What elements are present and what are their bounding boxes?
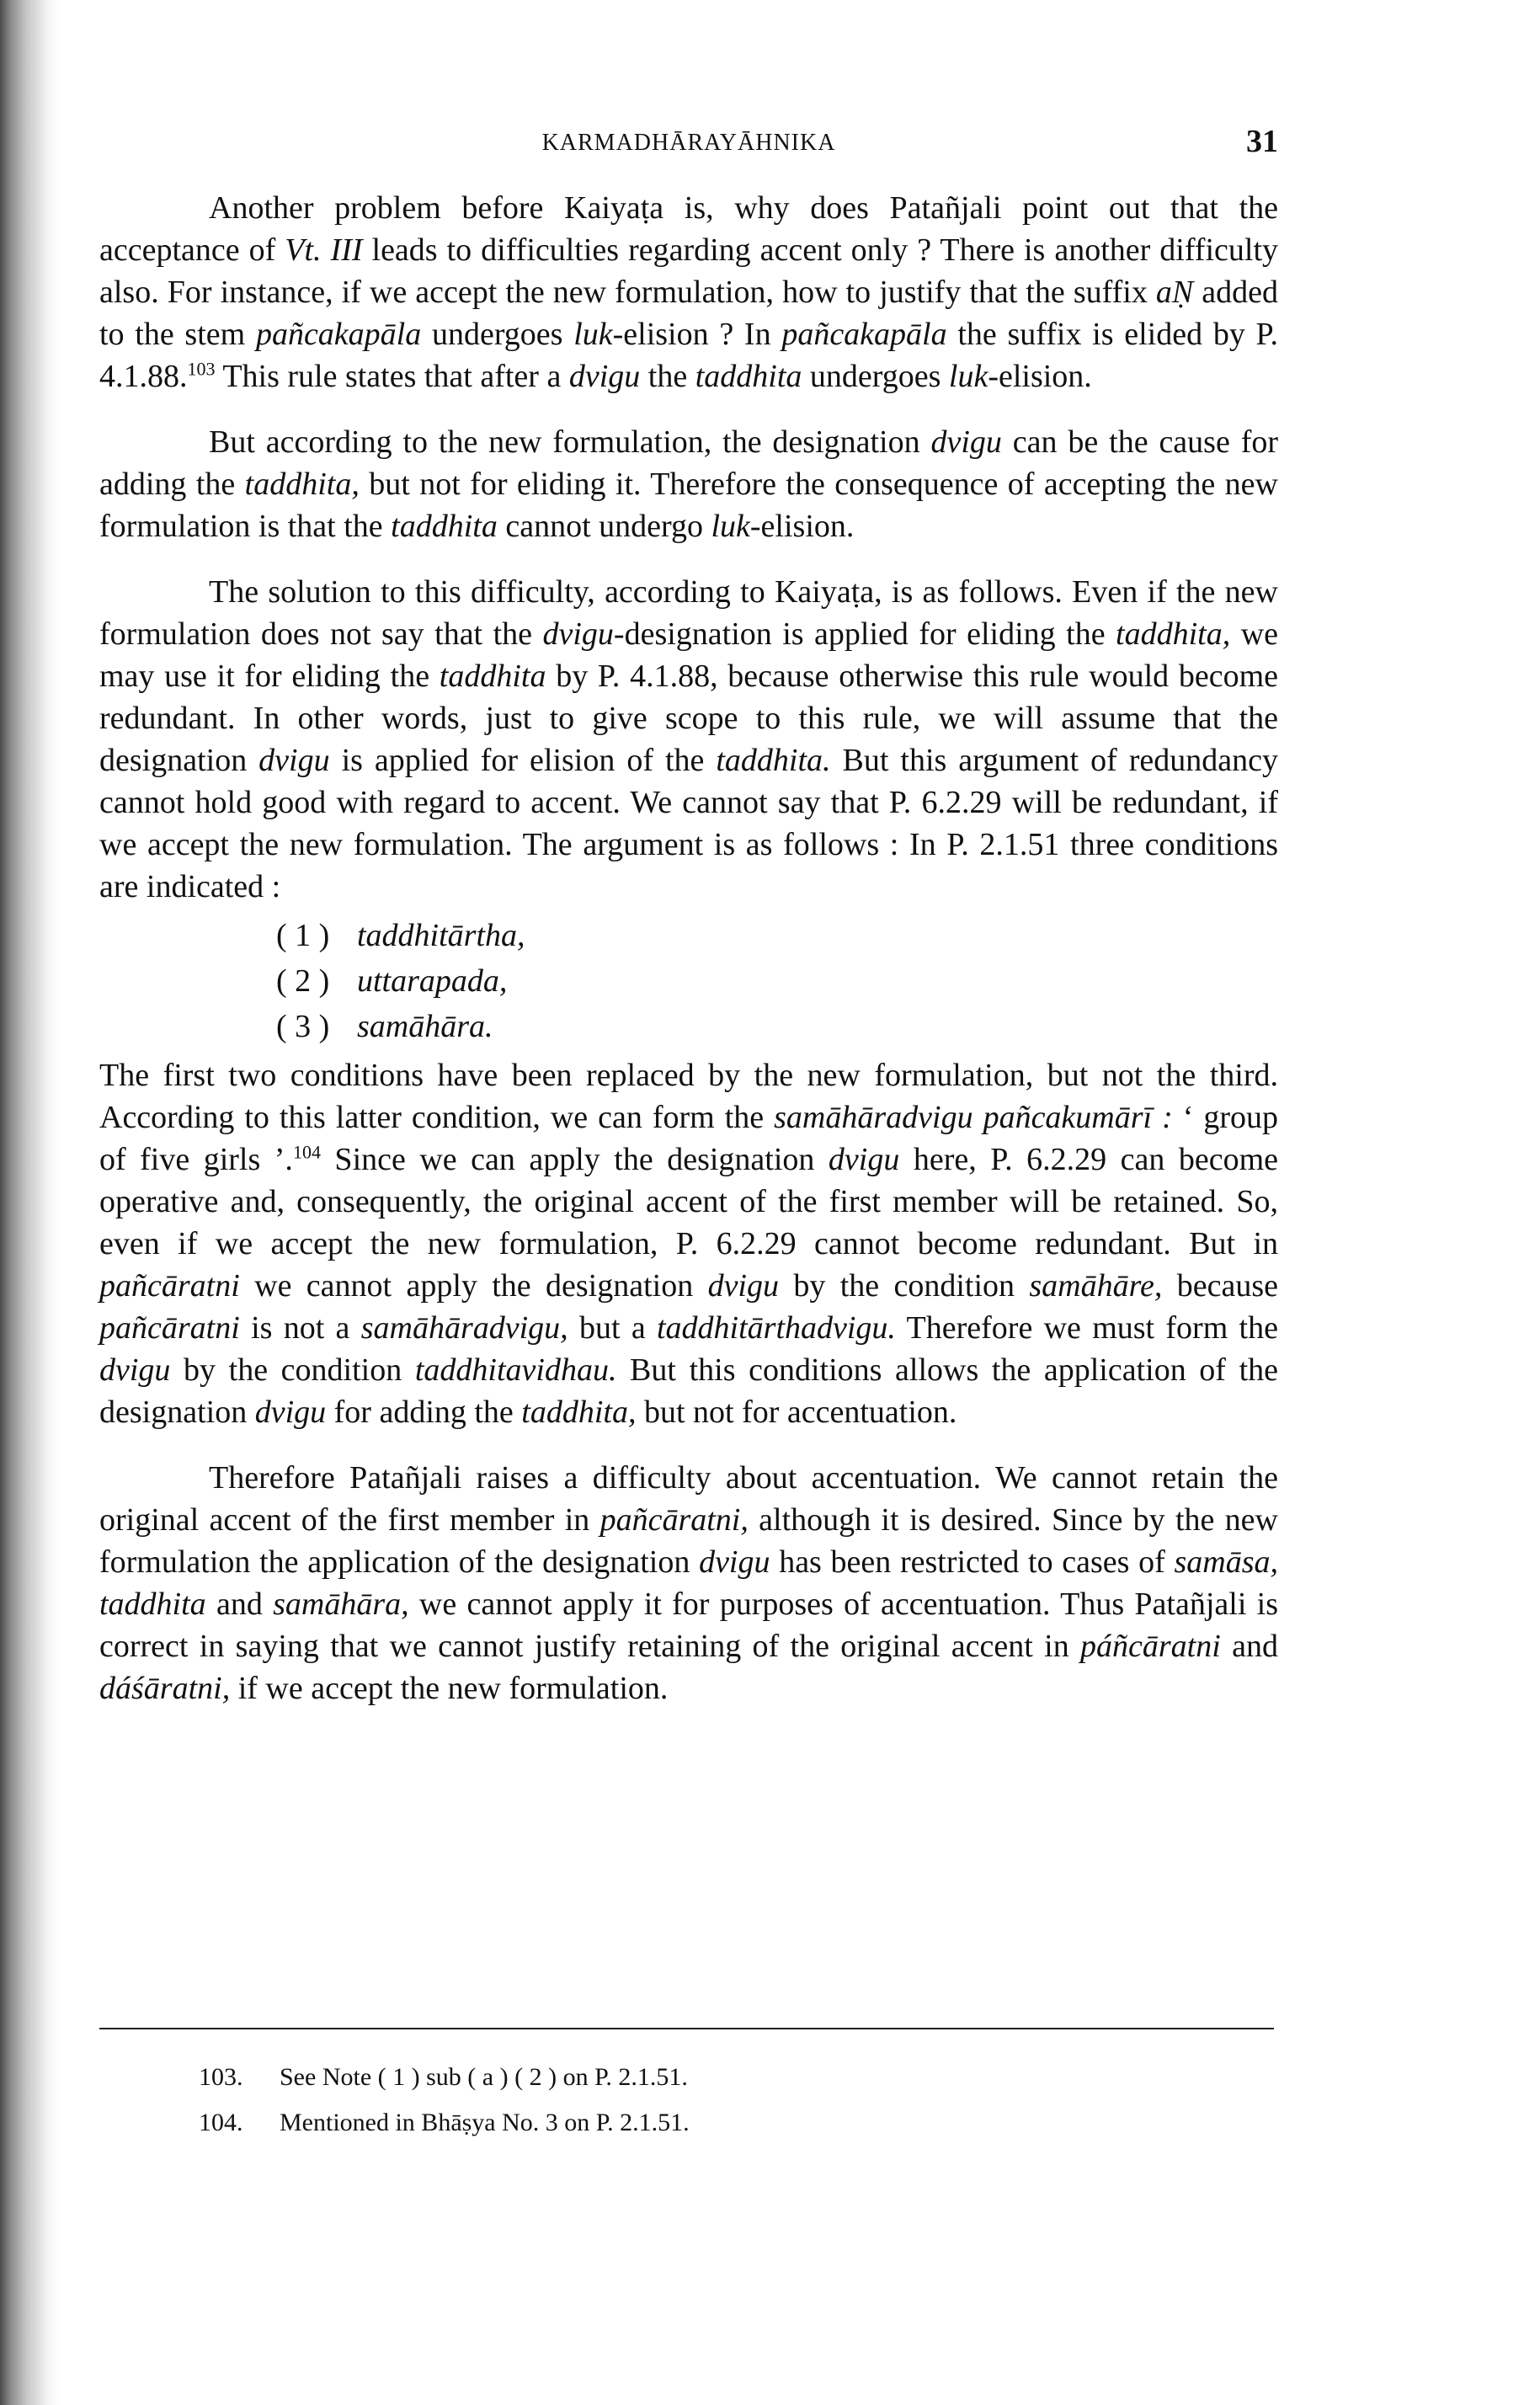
text-run: -designation is applied for eliding the: [613, 616, 1116, 652]
term: pañcakapāla: [781, 317, 947, 352]
text-run: can be the cause for adding the: [99, 424, 1279, 502]
term: dvigu: [258, 743, 330, 778]
text-run: leads to difficulties regarding accent only ? There is another difficulty also. For instance, if we accept the new formulation, how to justify that the suffix: [99, 232, 1278, 310]
text-run: Another problem before Kaiyaṭa is, why does Patañjali point out that the acceptance of: [99, 190, 1278, 268]
text-run: added to the stem: [99, 275, 1278, 352]
text-run: cannot undergo: [497, 509, 711, 544]
text-run: the: [640, 359, 695, 394]
term-suffix: aṆ: [1155, 275, 1194, 310]
term: taddhitavidhau.: [414, 1352, 617, 1388]
condition-item: [276, 1004, 1278, 1049]
footnote-number: 103.: [199, 2063, 243, 2091]
term: taddhita: [391, 509, 498, 544]
text-run: by P. 4.1.88, because otherwise this rule would become redundant. In other words, just to give scope to this rule, we will assume that the designation: [99, 659, 1279, 778]
term: taddhita: [439, 659, 546, 694]
term: luk: [948, 359, 988, 394]
term: samāhāre,: [1029, 1268, 1163, 1304]
condition-term: samāhāra.: [357, 1009, 493, 1044]
text-run: Therefore Patañjali raises a difficulty about accentuation. We cannot retain the original accent of the first member in: [99, 1460, 1278, 1538]
term: pañcāratni: [99, 1268, 240, 1304]
term: dvigu: [254, 1394, 327, 1430]
text-run: -elision.: [988, 359, 1092, 394]
book-spine-shadow: [0, 0, 59, 2405]
text-run: although it is desired. Since by the new formulation the application of the designation: [99, 1502, 1278, 1580]
term: pañcāratni: [99, 1310, 240, 1346]
text-run: ‘ group of five girls ’.: [99, 1100, 1279, 1177]
term: dvigu: [568, 359, 641, 394]
text-run: But this argument of redundancy cannot hold good with regard to accent. We cannot say that P. 6.2.29 will be redundant, if we accept the new formulation. The argument is as follows : In P. 2.1.51 three conditions are indicated :: [99, 743, 1278, 904]
conditions-list: [276, 913, 1278, 1049]
text-run: and: [1220, 1629, 1279, 1664]
text-run: and: [205, 1586, 274, 1622]
text-run: The solution to this difficulty, according to Kaiyaṭa, is as follows. Even if the new formulation does not say that the: [99, 574, 1278, 652]
term: luk: [711, 509, 750, 544]
paragraph-5: [99, 1457, 1278, 1709]
footnote-103: [199, 2055, 690, 2100]
text-run: the suffix is elided by P. 4.1.88.: [99, 317, 1278, 394]
text-run: This rule states that after a: [215, 359, 569, 394]
term: taddhita: [695, 359, 802, 394]
term: dvigu: [707, 1268, 779, 1304]
text-run: by the condition: [779, 1268, 1030, 1304]
term: dvigu: [699, 1544, 770, 1580]
condition-number: ( 2 ): [276, 963, 330, 999]
condition-term: taddhitārtha,: [357, 918, 525, 953]
footnote-number: 104.: [199, 2109, 243, 2136]
term: taddhita,: [1116, 616, 1231, 652]
term-vt-iii: Vt. III: [285, 232, 363, 268]
text-run: But according to the new formulation, the designation: [209, 424, 931, 460]
text-run: is applied for elision of the: [329, 743, 717, 778]
paragraph-4: [99, 1054, 1278, 1433]
paragraph-3: [99, 571, 1278, 908]
text-run: -elision.: [749, 509, 855, 544]
footnote-ref-103: 103: [187, 358, 216, 380]
page: [99, 118, 1278, 1709]
term: taddhita,: [244, 467, 360, 502]
term: taddhita.: [716, 743, 831, 778]
text-run: if we accept the new formulation.: [230, 1671, 669, 1706]
term: dvigu: [542, 616, 614, 652]
term: dvigu: [930, 424, 1002, 460]
page-number: 31: [1246, 124, 1278, 159]
running-title: KARMADHĀRAYĀHNIKA: [541, 130, 836, 156]
condition-term: uttarapada,: [357, 963, 508, 999]
footnote-text: Mentioned in Bhāṣya No. 3 on P. 2.1.51.: [280, 2109, 690, 2136]
text-run: undergoes: [802, 359, 949, 394]
page-header: [99, 118, 1278, 168]
paragraph-1: [99, 187, 1278, 397]
term: samāhāradvigu pañcakumārī :: [774, 1100, 1173, 1135]
footnotes: [199, 2055, 690, 2146]
footnote-104: [199, 2100, 690, 2146]
text-run: here, P. 6.2.29 can become operative and, consequently, the original accent of the first member will be retained. So, even if we accept the new formulation, P. 6.2.29 cannot become redundant. But in: [99, 1142, 1279, 1261]
footnote-divider: [99, 2028, 1274, 2029]
text-run: has been restricted to cases of: [770, 1544, 1175, 1580]
term: dáśāratni,: [99, 1671, 231, 1706]
text-run: we cannot apply it for purposes of accentuation. Thus Patañjali is correct in saying that we cannot justify retaining of the original accent in: [99, 1586, 1278, 1664]
term: pañcāratni,: [599, 1502, 749, 1538]
text-run: but a: [568, 1310, 657, 1346]
text-run: we cannot apply the designation: [239, 1268, 708, 1304]
text-run: -elision ? In: [612, 317, 782, 352]
text-run: undergoes: [421, 317, 574, 352]
condition-item: [276, 913, 1278, 958]
text-run: But this conditions allows the application of the designation: [99, 1352, 1278, 1430]
footnote-text: See Note ( 1 ) sub ( a ) ( 2 ) on P. 2.1.51.: [280, 2063, 688, 2091]
text-run: The first two conditions have been replaced by the new formulation, but not the third. According to this latter condition, we can form the: [99, 1058, 1278, 1135]
condition-item: [276, 958, 1278, 1004]
term: dvigu: [828, 1142, 900, 1177]
text-run: for adding the: [326, 1394, 522, 1430]
text-run: Therefore we must form the: [895, 1310, 1278, 1346]
text-run: Since we can apply the designation: [320, 1142, 829, 1177]
condition-number: ( 1 ): [276, 918, 330, 953]
text-run: because: [1162, 1268, 1278, 1304]
text-run: we may use it for eliding the: [99, 616, 1279, 694]
condition-number: ( 3 ): [276, 1009, 330, 1044]
text-run: but not for eliding it. Therefore the consequence of accepting the new formulation is that the: [99, 467, 1278, 544]
paragraph-2: [99, 421, 1278, 547]
term: samāhāra,: [273, 1586, 409, 1622]
term: luk: [573, 317, 613, 352]
term: samāsa, taddhita: [99, 1544, 1278, 1622]
footnote-ref-104: 104: [292, 1141, 321, 1163]
text-run: is not a: [239, 1310, 361, 1346]
term: taddhitārthadvigu.: [656, 1310, 896, 1346]
term: páñcāratni: [1080, 1629, 1221, 1664]
text-run: but not for accentuation.: [636, 1394, 957, 1430]
text-run: by the condition: [170, 1352, 415, 1388]
term: pañcakapāla: [255, 317, 422, 352]
term: taddhita,: [521, 1394, 637, 1430]
term: dvigu: [99, 1352, 171, 1388]
term: samāhāradvigu,: [360, 1310, 568, 1346]
